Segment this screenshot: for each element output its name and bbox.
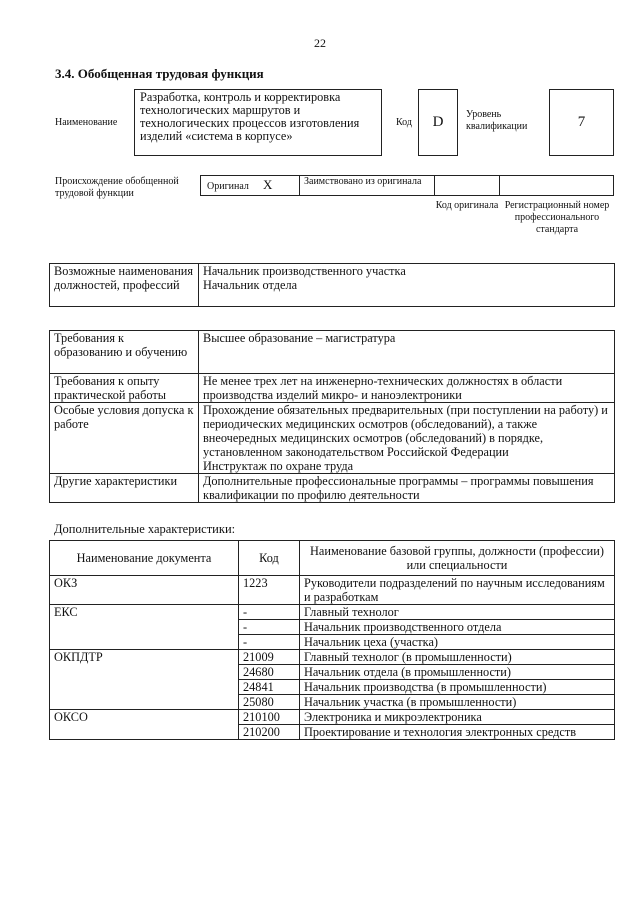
group-cell: Начальник отдела (в промышленности) [300, 665, 615, 680]
origin-row [200, 175, 614, 196]
req-value: Не менее трех лет на инженерно-технических должностях в области производства изделий микро- и наноэлектроники [199, 374, 615, 403]
group-cell: Главный технолог [300, 605, 615, 620]
level-value: 7 [577, 114, 586, 130]
req-label: Требования к образованию и обучению [50, 331, 199, 374]
group-cell: Проектирование и технология электронных средств [300, 725, 615, 740]
doc-cell: ОКПДТР [50, 650, 239, 710]
code-cell: 210100 [239, 710, 300, 725]
level-label: Уровень квалификации [466, 109, 528, 132]
group-cell: Руководители подразделений по научным исследованиям и разработкам [300, 576, 615, 605]
code-original-label: Код оригинала [435, 200, 499, 211]
origin-label: Происхождение обобщенной трудовой функции [55, 176, 179, 199]
group-cell: Начальник участка (в промышленности) [300, 695, 615, 710]
positions-values [199, 264, 615, 307]
code-cell: - [239, 635, 300, 650]
borrowed-label: Заимствовано из оригинала [304, 176, 422, 187]
code-cell: - [239, 620, 300, 635]
code-cell: 25080 [239, 695, 300, 710]
name-label: Наименование [55, 117, 118, 128]
position-item: Начальник производственного участка [203, 264, 406, 278]
req-label: Другие характеристики [50, 474, 199, 503]
code-original-cell [434, 175, 500, 196]
req-label: Особые условия допуска к работе [50, 403, 199, 474]
group-cell: Главный технолог (в промышленности) [300, 650, 615, 665]
code-value: D [432, 114, 444, 130]
positions-table [49, 263, 615, 307]
group-cell: Начальник цеха (участка) [300, 635, 615, 650]
borrowed-cell [299, 175, 435, 196]
position-item: Начальник отдела [203, 278, 298, 292]
additional-title: Дополнительные характеристики: [54, 522, 236, 536]
code-cell: 1223 [239, 576, 300, 605]
code-cell: 24841 [239, 680, 300, 695]
req-label: Требования к опыту практической работы [50, 374, 199, 403]
code-label: Код [396, 117, 412, 128]
additional-table [49, 540, 615, 740]
group-cell: Электроника и микроэлектроника [300, 710, 615, 725]
doc-cell: ОКСО [50, 710, 239, 740]
positions-label: Возможные наименования должностей, профессий [50, 264, 199, 307]
page-number: 22 [314, 36, 326, 50]
group-cell: Начальник производства (в промышленности) [300, 680, 615, 695]
function-name-box [134, 89, 382, 156]
code-cell: 210200 [239, 725, 300, 740]
doc-cell: ОКЗ [50, 576, 239, 605]
reg-number-label: Регистрационный номер профессионального стандарта [504, 200, 610, 235]
header-group: Наименование базовой группы, должности (профессии) или специальности [300, 541, 615, 576]
req-value: Высшее образование – магистратура [199, 331, 615, 374]
doc-cell: ЕКС [50, 605, 239, 650]
original-label: Оригинал [207, 181, 249, 192]
code-cell: 21009 [239, 650, 300, 665]
original-mark: X [263, 177, 273, 192]
section-title: 3.4. Обобщенная трудовая функция [55, 66, 264, 81]
req-value-line: Инструктаж по охране труда [203, 459, 354, 473]
reg-number-cell [499, 175, 614, 196]
code-box [418, 89, 458, 156]
req-value-line: Прохождение обязательных предварительных (при поступлении на работу) и периодических медицинских осмотров (обследований), а также внеочередных медицинских осмотров (обследований) в порядке, установленном законодательством Российской Федерации [203, 403, 608, 459]
level-box [549, 89, 614, 156]
function-name-value: Разработка, контроль и корректировка технологических маршрутов и технологических процессов изготовления изделий «система в корпусе» [140, 90, 360, 143]
code-cell: 24680 [239, 665, 300, 680]
original-cell [200, 175, 300, 196]
group-cell: Начальник производственного отдела [300, 620, 615, 635]
req-value: Дополнительные профессиональные программы – программы повышения квалификации по профилю деятельности [199, 474, 615, 503]
req-value [199, 403, 615, 474]
requirements-table [49, 330, 615, 503]
header-code: Код [239, 541, 300, 576]
code-cell: - [239, 605, 300, 620]
header-document: Наименование документа [50, 541, 239, 576]
